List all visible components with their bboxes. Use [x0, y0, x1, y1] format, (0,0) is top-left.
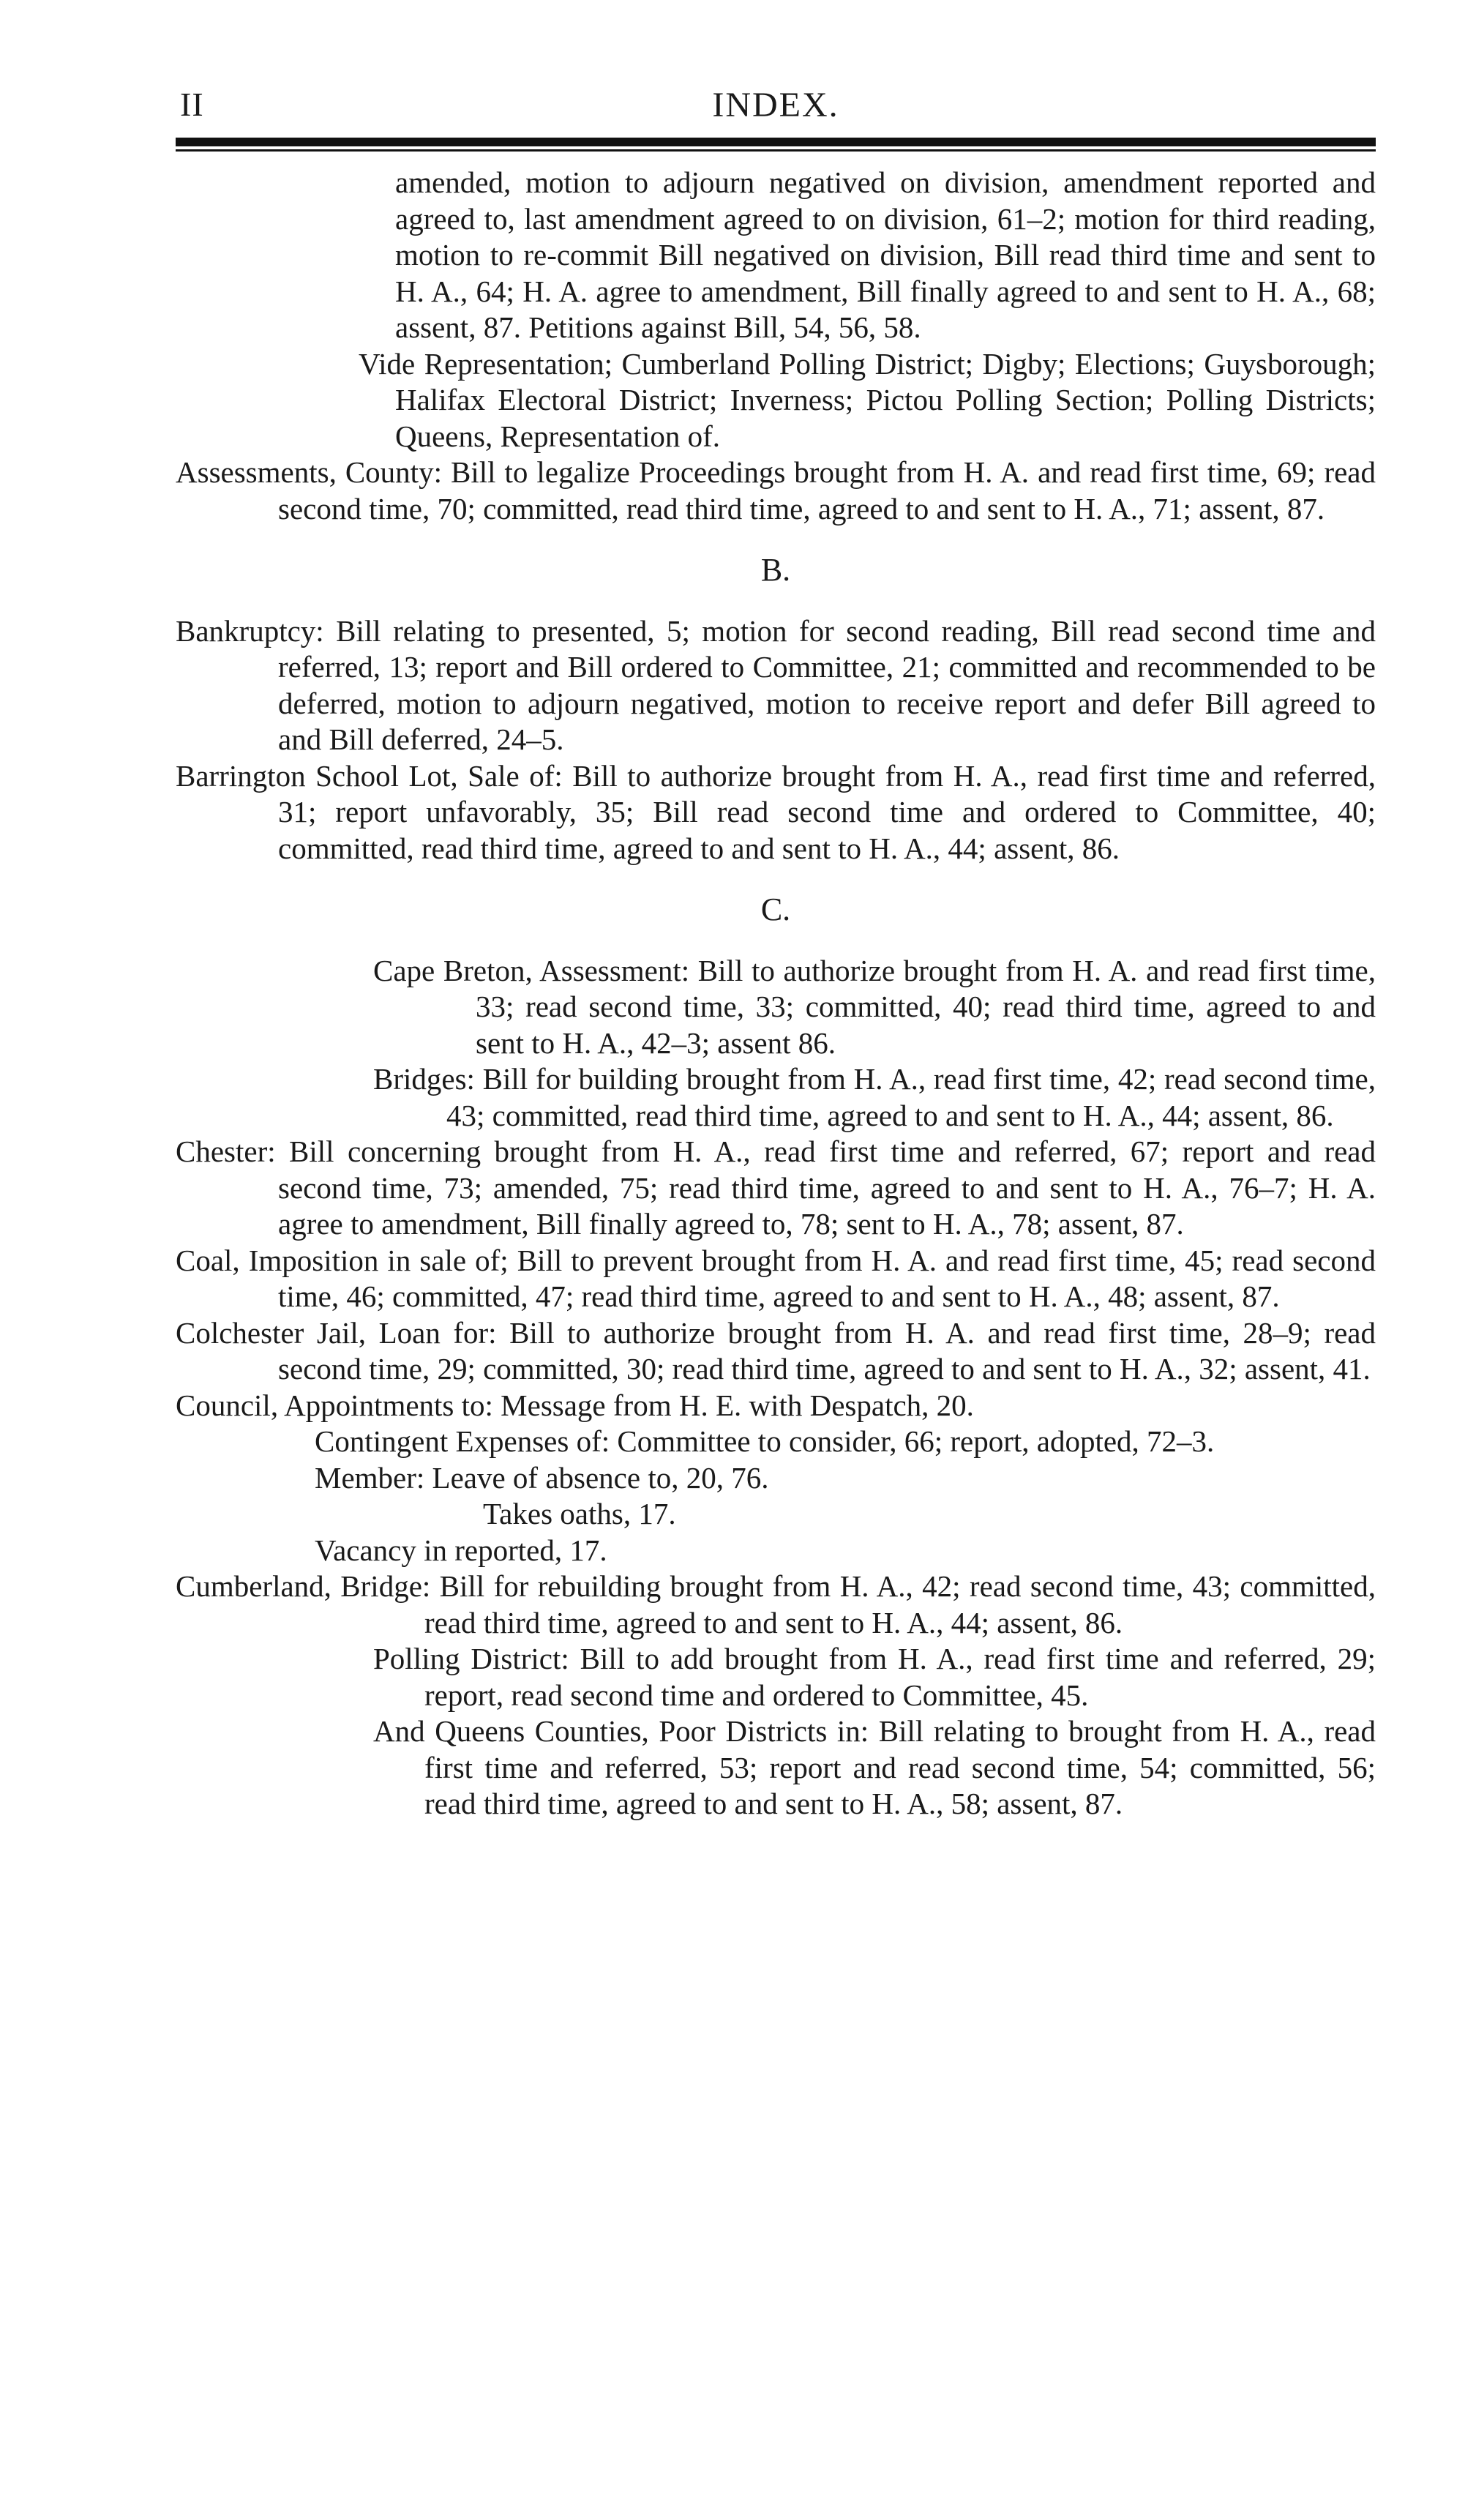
index-entry-vide: Vide Representation; Cumberland Polling District; Digby; Elections; Guysborough; Halifax Electoral District; Inverness; Pictou Polling Section; Polling Districts; Queens, Representation of.: [359, 346, 1376, 453]
index-entry-council: Council, Appointments to: Message from H. E. with Despatch, 20.: [176, 1388, 974, 1422]
page-number: II: [180, 86, 204, 123]
index-entry-cumberland-polling: Polling District: Bill to add brought from H. A., read first time and referred, 29; report, read second time and ordered to Committee, 45.: [373, 1642, 1376, 1712]
index-entry-coal: Coal, Imposition in sale of; Bill to prevent brought from H. A. and read first time, 45; read second time, 46; committed, 47; read third time, agreed to and sent to H. A., 48; assent, 87.: [176, 1243, 1376, 1313]
index-entry-barrington: Barrington School Lot, Sale of: Bill to authorize brought from H. A., read first time and referred, 31; report unfavorably, 35; Bill read second time and ordered to Committee, 40; committed, read third time, agreed to and sent to H. A., 44; assent, 86.: [176, 758, 1376, 865]
index-entry-council-member: Member: Leave of absence to, 20, 76.: [315, 1460, 769, 1495]
index-entry-cape-breton: Cape Breton, Assessment: Bill to authorize brought from H. A. and read first time, 33; read second time, 33; committed, 40; read third time, agreed to and sent to H. A., 42–3; assent 86.: [373, 953, 1376, 1060]
page-header: [176, 81, 1376, 132]
index-entry-cape-breton-bridges: Bridges: Bill for building brought from H. A., read first time, 42; read second time, 43; committed, read third time, agreed to and sent to H. A., 44; assent, 86.: [373, 1062, 1376, 1132]
section-letter-b: B.: [760, 552, 791, 588]
index-entry-council-contingent: Contingent Expenses of: Committee to consider, 66; report, adopted, 72–3.: [315, 1424, 1215, 1458]
index-entry-bankruptcy: Bankruptcy: Bill relating to presented, 5; motion for second reading, Bill read second time and referred, 13; report and Bill ordered to Committee, 21; committed and recommended to be deferred, motion to adjourn negatived, motion to receive report and defer Bill agreed to and Bill deferred, 24–5.: [176, 613, 1376, 756]
page-title: INDEX.: [712, 86, 839, 124]
index-entry-cumberland: Cumberland, Bridge: Bill for rebuilding brought from H. A., 42; read second time, 43; committed, read third time, agreed to and sent to H. A., 44; assent, 86.: [176, 1569, 1376, 1640]
index-content: [176, 165, 1376, 1822]
index-entry-council-vacancy: Vacancy in reported, 17.: [315, 1533, 607, 1567]
index-entry-assessments: Assessments, County: Bill to legalize Proceedings brought from H. A. and read first time, 69; read second time, 70; committed, read third time, agreed to and sent to H. A., 71; assent, 87.: [176, 455, 1376, 526]
index-entry-cumberland-queens: And Queens Counties, Poor Districts in: Bill relating to brought from H. A., read first time and referred, 53; report and read second time, 54; committed, 56; read third time, agreed to and sent to H. A., 58; assent, 87.: [373, 1714, 1376, 1820]
index-page: [176, 81, 1376, 1822]
header-rule-thick: [176, 138, 1376, 146]
index-entry-continuation: amended, motion to adjourn negatived on division, amendment reported and agreed to, last amendment agreed to on division, 61–2; motion for third reading, motion to re-commit Bill negatived on division, Bill read third time and sent to H. A., 64; H. A. agree to amendment, Bill finally agreed to and sent to H. A., 68; assent, 87. Petitions against Bill, 54, 56, 58.: [395, 165, 1376, 344]
index-entry-colchester: Colchester Jail, Loan for: Bill to authorize brought from H. A. and read first time, 28–9; read second time, 29; committed, 30; read third time, agreed to and sent to H. A., 32; assent, 41.: [176, 1315, 1376, 1386]
section-letter-c: C.: [760, 891, 791, 927]
header-rule-thin: [176, 149, 1376, 152]
index-entry-council-oaths: Takes oaths, 17.: [483, 1497, 676, 1530]
index-entry-chester: Chester: Bill concerning brought from H. A., read first time and referred, 67; report and read second time, 73; amended, 75; read third time, agreed to and sent to H. A., 76–7; H. A. agree to amendment, Bill finally agreed to, 78; sent to H. A., 78; assent, 87.: [176, 1134, 1376, 1241]
